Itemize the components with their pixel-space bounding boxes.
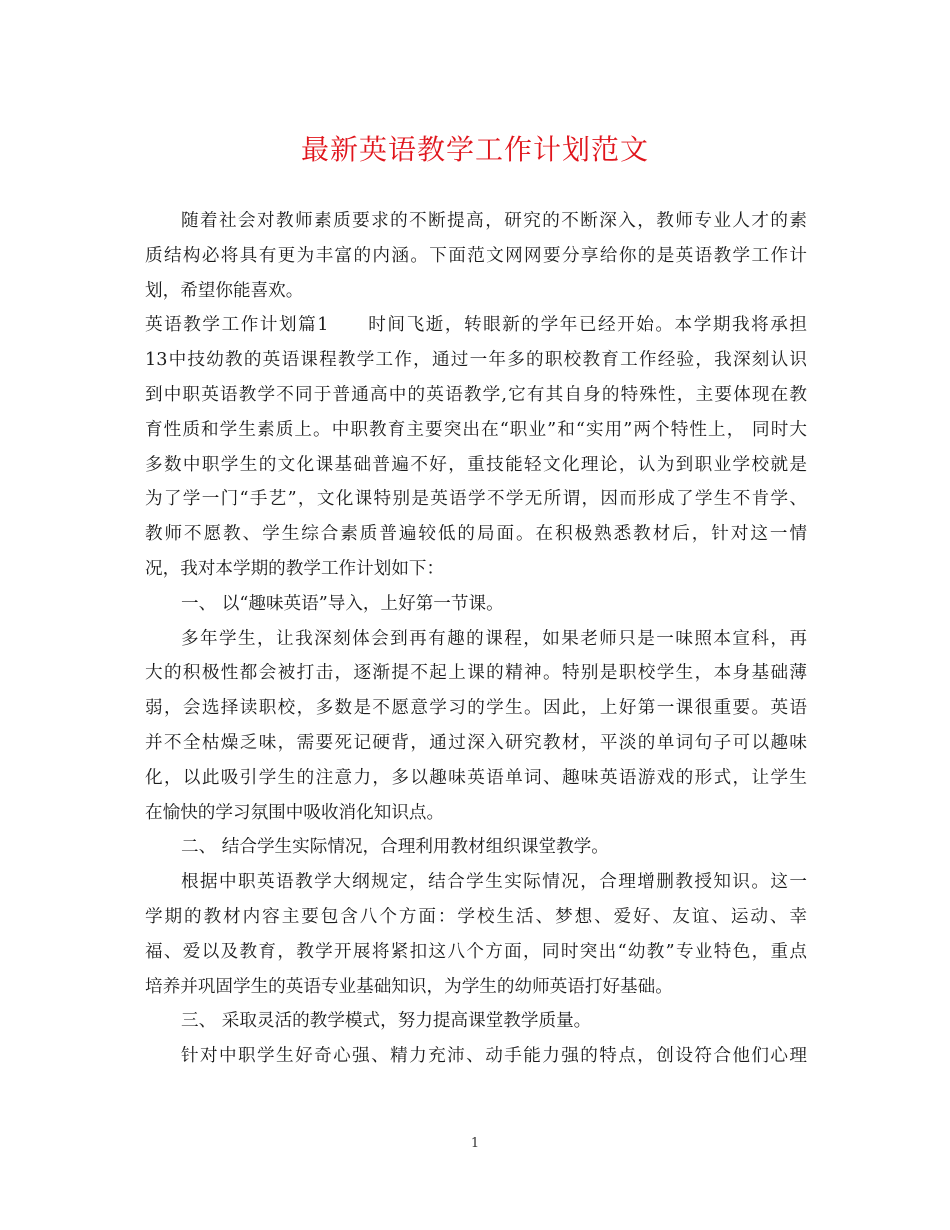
text-line: 况，我对本学期的教学工作计划如下： — [145, 558, 445, 579]
text-line: 划，希望你能喜欢。 — [145, 280, 304, 301]
text-line: 教师不愿教、学生综合素质普遍较低的局面。在积极熟悉教材后，针对这一情 — [145, 524, 807, 545]
page-number: 1 — [470, 1136, 480, 1151]
text-line: 福、爱以及教育，教学开展将紧扣这八个方面，同时突出“幼教”专业特色，重点 — [145, 941, 807, 962]
text-line: 英语教学工作计划篇1 时间飞逝，转眼新的学年已经开始。本学期我将承担 — [145, 315, 807, 336]
text-line: 育性质和学生素质上。中职教育主要突出在“职业”和“实用”两个特性上， 同时大 — [145, 419, 807, 440]
text-line: 在愉快的学习氛围中吸收消化知识点。 — [145, 802, 445, 823]
text-line: 根据中职英语教学大纲规定，结合学生实际情况，合理增删教授知识。这一 — [181, 872, 807, 893]
text-line: 为了学一门“手艺”，文化课特别是英语学不学无所谓，因而形成了学生不肯学、 — [145, 489, 807, 510]
text-line: 学期的教材内容主要包含八个方面：学校生活、梦想、爱好、友谊、运动、幸 — [145, 906, 807, 927]
section-heading: 二、 结合学生实际情况，合理利用教材组织课堂教学。 — [181, 837, 609, 858]
text-line: 到中职英语教学不同于普通高中的英语教学,它有其自身的特殊性，主要体现在教 — [145, 384, 807, 405]
section-heading: 一、 以“趣味英语”导入，上好第一节课。 — [181, 593, 504, 614]
text-line: 多年学生，让我深刻体会到再有趣的课程，如果老师只是一味照本宣科，再 — [181, 628, 807, 649]
text-line: 针对中职学生好奇心强、精力充沛、动手能力强的特点，创设符合他们心理 — [181, 1046, 807, 1067]
section-heading: 三、 采取灵活的教学模式，努力提高课堂教学质量。 — [181, 1011, 592, 1032]
text-line: 多数中职学生的文化课基础普遍不好，重技能轻文化理论，认为到职业学校就是 — [145, 454, 807, 475]
document-body — [145, 204, 807, 1074]
text-line: 并不全枯燥乏味，需要死记硬背，通过深入研究教材，平淡的单词句子可以趣味 — [145, 732, 807, 753]
text-line: 质结构必将具有更为丰富的内涵。下面范文网网要分享给你的是英语教学工作计 — [145, 245, 807, 266]
text-line: 弱，会选择读职校，多数是不愿意学习的学生。因此，上好第一课很重要。英语 — [145, 698, 807, 719]
text-line: 13中技幼教的英语课程教学工作，通过一年多的职校教育工作经验，我深刻认识 — [145, 350, 807, 371]
text-line: 随着社会对教师素质要求的不断提高，研究的不断深入，教师专业人才的素 — [181, 211, 807, 231]
document-title: 最新英语教学工作计划范文 — [300, 133, 649, 166]
text-line: 大的积极性都会被打击，逐渐提不起上课的精神。特别是职校学生，本身基础薄 — [145, 663, 807, 684]
text-line: 培养并巩固学生的英语专业基础知识，为学生的幼师英语打好基础。 — [145, 976, 673, 997]
text-line: 化，以此吸引学生的注意力，多以趣味英语单词、趣味英语游戏的形式，让学生 — [145, 767, 807, 788]
